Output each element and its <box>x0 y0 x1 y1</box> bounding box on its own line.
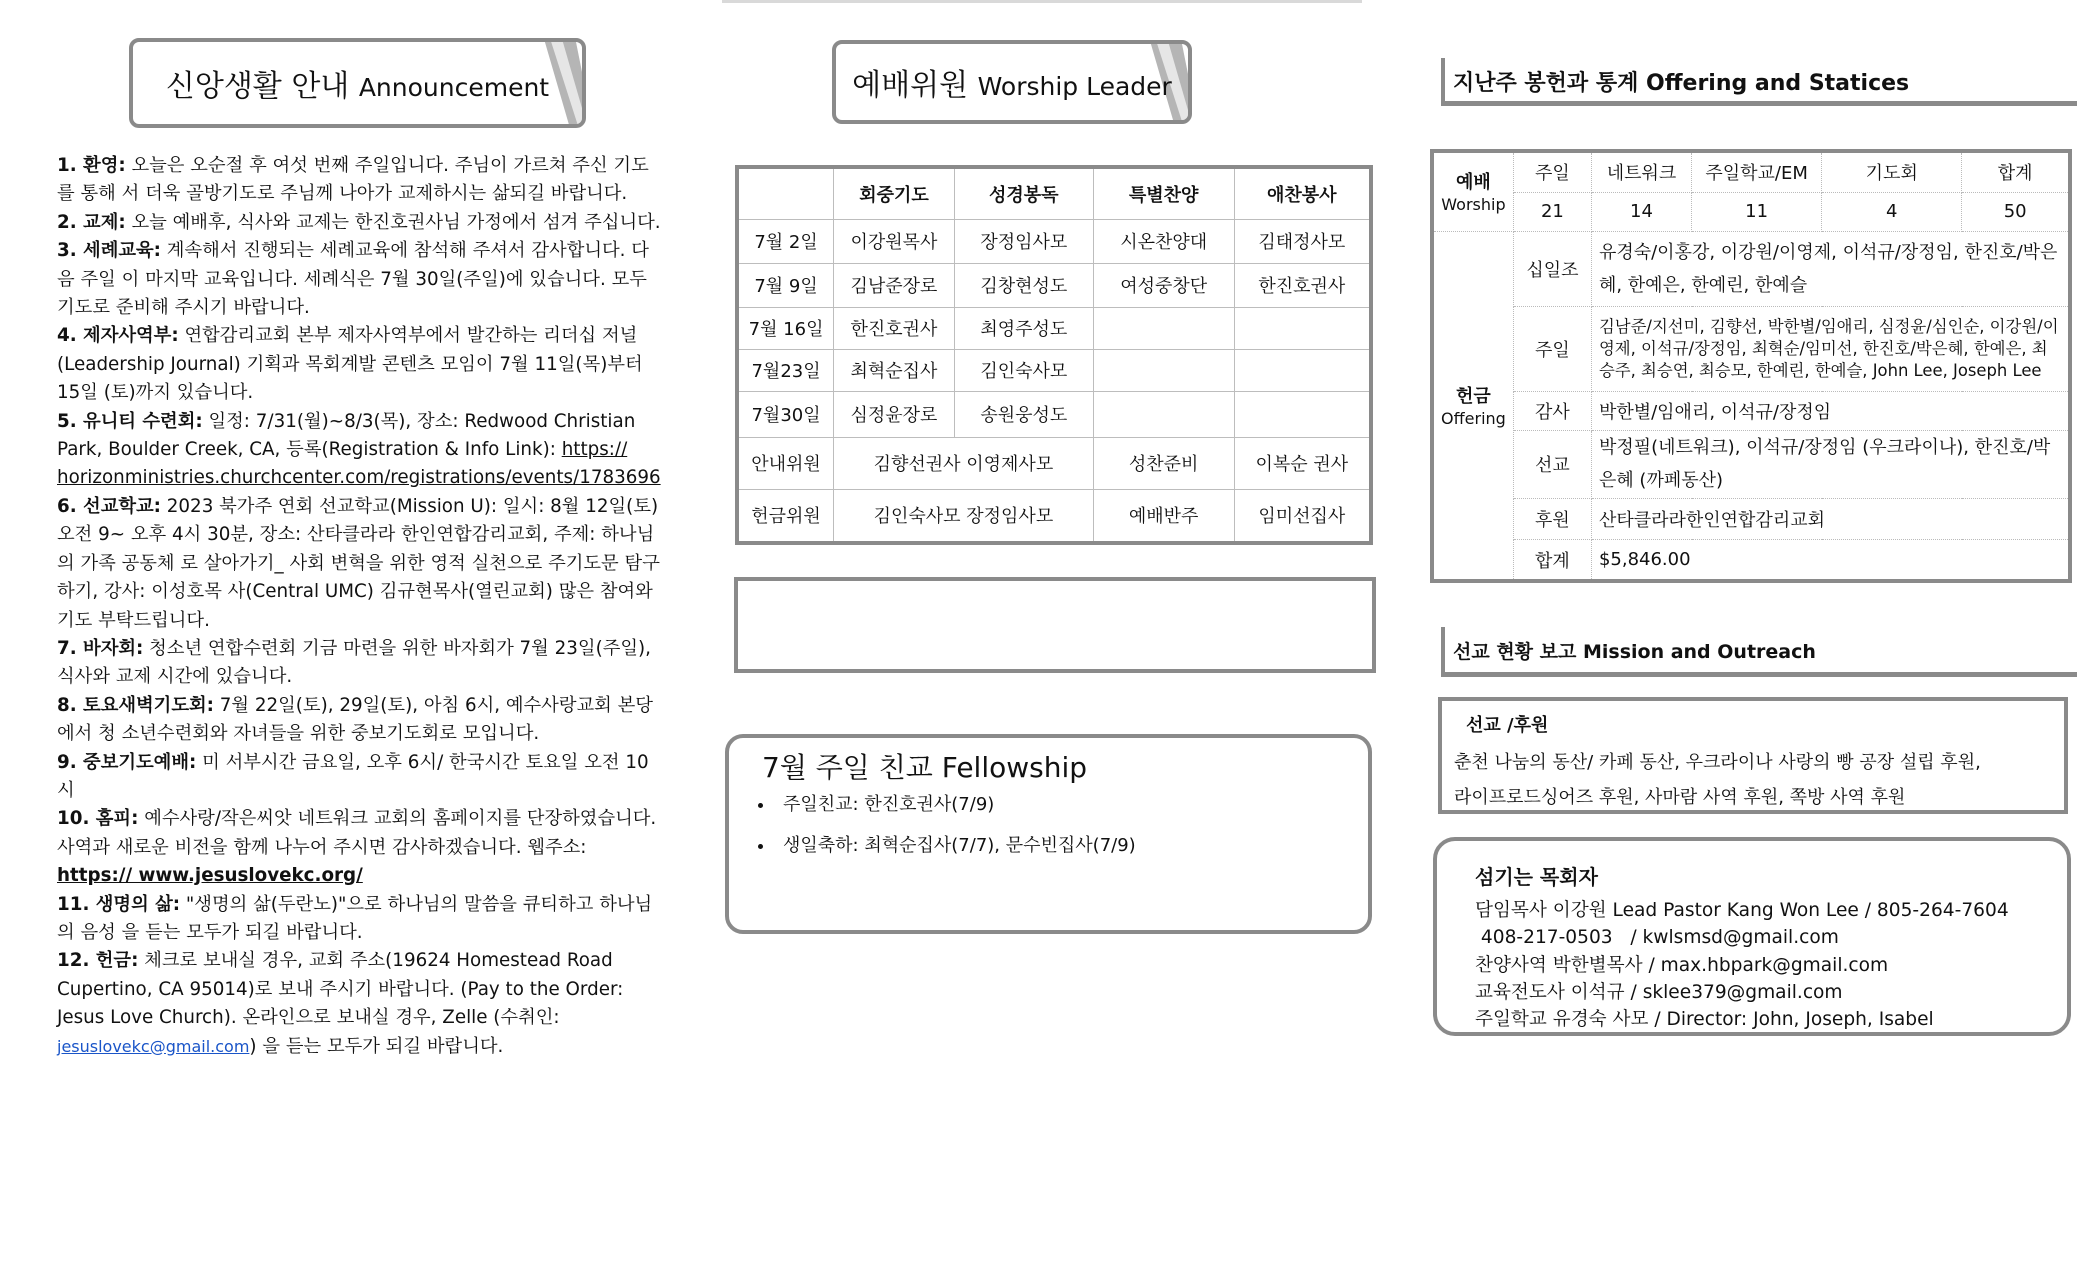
list-item: 11. 생명의 삶: "생명의 삶(두란노)"으로 하나님의 말씀을 큐티하고 하나님의 음성 을 듣는 모두가 되길 바랍니다. <box>57 893 653 943</box>
registration-link[interactable]: https:// horizonministries.churchcenter.com/registrations/events/1783696 <box>57 439 661 489</box>
list-item: 8. 토요새벽기도회: 7월 22일(토), 29일(토), 아침 6시, 예수사랑교회 본당에서 청 소년수련회와 자녀들을 위한 중보기도회로 모입니다. <box>57 694 653 745</box>
pastor-line: 교육전도사 이석규 / sklee379@gmail.com <box>1475 981 1843 1003</box>
worship-label-en: Worship <box>1441 195 1506 215</box>
email-link[interactable]: jesuslovekc@gmail.com <box>57 1036 250 1056</box>
table-row: 후원 산타클라라한인연합감리교회 <box>1432 499 2070 540</box>
table-row: 주일 김남준/지선미, 김향선, 박한별/임애리, 심정윤/심인순, 이강원/이영제, 이석규/장정임, 최혁순/임미선, 한진호/박은혜, 한예은, 최승주, 최승연, 최승모, 한예린, 한예슬, John Lee, Joseph Lee <box>1432 307 2070 391</box>
announcement-title-en: Announcement <box>358 73 550 102</box>
announcement-list <box>57 152 662 1061</box>
table-row: 헌금위원 김인숙사모 장정임사모 예배반주 임미선집사 <box>737 489 1371 543</box>
table-row: 7월 16일 한진호권사 최영주성도 <box>737 307 1371 349</box>
mission-box <box>1438 697 2068 814</box>
column-header: 성경봉독 <box>954 167 1093 219</box>
column-header: 특별찬양 <box>1093 167 1234 219</box>
mission-subtitle: 선교 /후원 <box>1466 715 1549 736</box>
worship-header <box>832 40 1192 124</box>
table-row: 7월30일 심정윤장로 송원웅성도 <box>737 391 1371 437</box>
announcement-title-ko: 신앙생활 안내 <box>165 69 350 104</box>
offering-label: 헌금 <box>1456 385 1491 407</box>
pastor-line: 408-217-0503 / kwlsmsd@gmail.com <box>1475 927 1839 949</box>
offering-label-en: Offering <box>1441 408 1506 428</box>
table-row: 7월 2일 이강원목사 장정임사모 시온찬양대 김태정사모 <box>737 219 1371 263</box>
worship-title-ko: 예배위원 <box>852 68 969 103</box>
table-row: 7월 9일 김남준장로 김창현성도 여성중창단 한진호권사 <box>737 263 1371 307</box>
list-item: • 주일친교: 한진호권사(7/9) <box>775 784 1136 825</box>
table-row: 합계 $5,846.00 <box>1432 540 2070 581</box>
column-header: 애찬봉사 <box>1234 167 1371 219</box>
empty-notice-box <box>734 577 1376 673</box>
table-row: 안내위원 김향선권사 이영제사모 성찬준비 이복순 권사 <box>737 437 1371 489</box>
list-item: 6. 선교학교: 2023 북가주 연회 선교학교(Mission U): 일시: 8월 12일(토) 오전 9~ 오후 4시 30분, 장소: 산타클라라 한인연합감리교회, 주제: 하나님의 가족 공동체 로 살아가기_ 사회 변혁을 위한 영적 실천으로 주기도문 탐구하기, 강사: 이성호목 사(Central UMC) 김규현목사(열린교회) 많은 참여와 기도 부탁드립니다. <box>57 495 660 631</box>
fellowship-title: 7월 주일 친교 Fellowship <box>762 751 1088 784</box>
list-item: 5. 유니티 수련회: 일정: 7/31(월)~8/3(목), 장소: Redwood Christian Park, Boulder Creek, CA, 등록(Registration & Info Link): https:// horizonministries.churchcenter.com/registrations/events/1783696 <box>57 410 661 489</box>
list-item: 9. 중보기도예배: 미 서부시간 금요일, 오후 6시/ 한국시간 토요일 오전 10시 <box>57 751 649 801</box>
list-item: • 생일축하: 최혁순집사(7/7), 문수빈집사(7/9) <box>775 825 1136 866</box>
pastors-title: 섬기는 목회자 <box>1475 865 1598 889</box>
pastor-line: 찬양사역 박한별목사 / max.hbpark@gmail.com <box>1475 954 1889 976</box>
table-row: 선교 박정필(네트워크), 이석규/장정임 (우크라이나), 한진호/박은혜 (까페동산) <box>1432 430 2070 499</box>
list-item: 12. 헌금: 체크로 보내실 경우, 교회 주소(19624 Homestead Road Cupertino, CA 95014)로 보내 주시기 바랍니다. (Pay to the Order: Jesus Love Church). 온라인으로 보내실 경우, Zelle (수취인: jesuslovekc@gmail.com) 을 듣는 모두가 되길 바랍니다. <box>57 950 624 1057</box>
table-row: 예배 Worship 주일 네트워크 주일학교/EM 기도회 합계 <box>1432 151 2070 192</box>
fellowship-list <box>759 784 1136 866</box>
list-item: 1. 환영: 오늘은 오순절 후 여섯 번째 주일입니다. 주님이 가르쳐 주신 기도를 통해 서 더욱 골방기도로 주님께 나아가 교제하시는 삶되길 바랍니다. <box>57 155 649 205</box>
mission-line: 춘천 나눔의 동산/ 카페 동산, 우크라이나 사랑의 빵 공장 설립 후원, <box>1454 752 1981 773</box>
pastors-box <box>1433 837 2071 1036</box>
list-item: 7. 바자회: 청소년 연합수련회 기금 마련을 위한 바자회가 7월 23일(주일), 식사와 교제 시간에 있습니다. <box>57 637 651 688</box>
table-row: 7월23일 최혁순집사 김인숙사모 <box>737 349 1371 391</box>
top-divider <box>722 0 1362 3</box>
list-item: 3. 세례교육: 계속해서 진행되는 세례교육에 참석해 주셔서 감사합니다. 다음 주일 이 마지막 교육입니다. 세례식은 7월 30일(주일)에 있습니다. 모두 기도로 준비해 주시기 바랍니다. <box>57 240 649 319</box>
announcement-header <box>129 38 586 128</box>
mission-header: 선교 현황 보고 Mission and Outreach <box>1441 627 2077 677</box>
pastor-line: 담임목사 이강원 Lead Pastor Kang Won Lee / 805-264-7604 <box>1475 900 2009 921</box>
fellowship-box <box>725 734 1372 934</box>
column-header: 회중기도 <box>834 167 955 219</box>
table-header-row <box>737 167 1371 219</box>
list-item: 10. 홈피: 예수사랑/작은씨앗 네트워크 교회의 홈페이지를 단장하였습니다. 사역과 새로운 비전을 함께 나누어 주시면 감사하겠습니다. 웹주소: https:// www.jesuslovekc.org/ <box>57 808 657 887</box>
worship-label: 예배 <box>1456 172 1491 194</box>
table-row: 21 14 11 4 50 <box>1432 192 2070 231</box>
worship-table <box>735 165 1373 545</box>
mission-line: 라이프로드싱어즈 후원, 사마람 사역 후원, 쪽방 사역 후원 <box>1454 787 1906 808</box>
list-item: 2. 교제: 오늘 예배후, 식사와 교제는 한진호권사님 가정에서 섬겨 주십니다. <box>57 211 661 233</box>
homepage-link[interactable]: https:// www.jesuslovekc.org/ <box>57 865 363 887</box>
table-row: 감사 박한별/임애리, 이석규/장정임 <box>1432 391 2070 430</box>
table-row: 헌금 Offering 십일조 유경숙/이홍강, 이강원/이영제, 이석규/장정임, 한진호/박은혜, 한예은, 한예린, 한예슬 <box>1432 231 2070 307</box>
worship-title-en: Worship Leader <box>977 72 1172 101</box>
pastor-line: 주일학교 유경숙 사모 / Director: John, Joseph, Isabel <box>1475 1009 1934 1031</box>
list-item: 4. 제자사역부: 연합감리교회 본부 제자사역부에서 발간하는 리더십 저널 (Leadership Journal) 기획과 목회계발 콘텐츠 모임이 7월 11일(목)부터 15일 (토)까지 있습니다. <box>57 325 643 404</box>
offering-header: 지난주 봉헌과 통계 Offering and Statices <box>1441 58 2077 106</box>
offering-table <box>1430 149 2072 583</box>
